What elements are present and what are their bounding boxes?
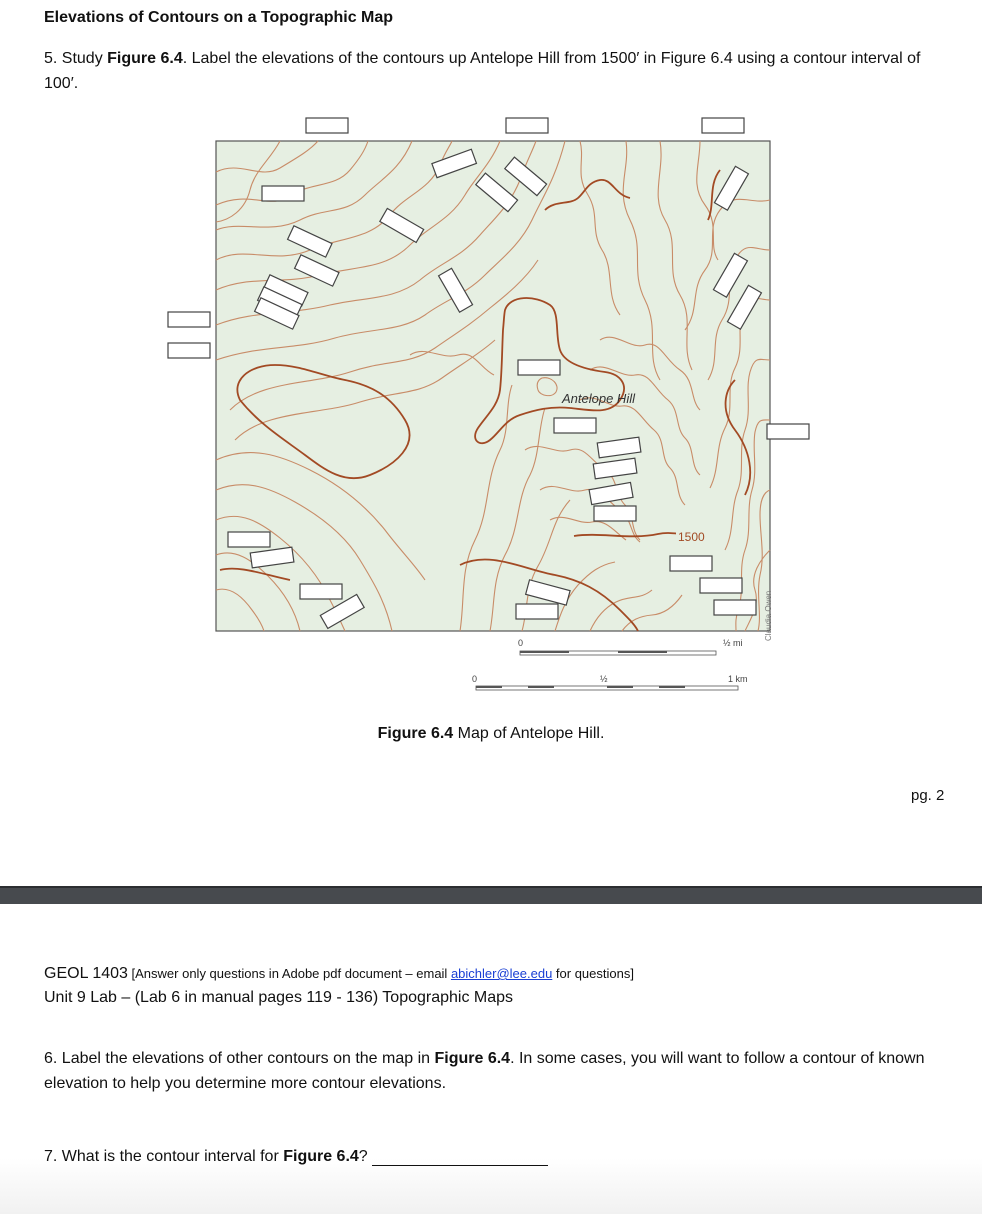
label-box[interactable] [714,600,756,615]
figure-caption: Figure 6.4 Map of Antelope Hill. [377,725,605,742]
page-divider [0,886,982,904]
label-box[interactable] [700,578,742,593]
label-box[interactable] [300,584,342,599]
answer-blank[interactable] [372,1149,548,1166]
map-credit: Claudia Owen [764,590,773,641]
label-box[interactable] [168,312,210,327]
label-box[interactable] [702,118,744,133]
km-scale-bar [472,674,748,690]
question-6: 6. Label the elevations of other contours on the map in Figure 6.4. In some cases, you will want to follow a contour of known elevation to help you determine more contour elevations. [44,1050,925,1092]
antelope-hill-map-figure [160,110,820,695]
label-box[interactable] [516,604,558,619]
question-7: 7. What is the contour interval for Figure 6.4? [44,1148,548,1166]
page-2 [0,904,982,1214]
label-box[interactable] [306,118,348,133]
question-5: 5. Study Figure 6.4. Label the elevations of the contours up Antelope Hill from 1500′ in Figure 6.4 using a contour interval of 100′. [44,50,921,92]
label-box[interactable] [767,424,809,439]
label-box[interactable] [554,418,596,433]
course-header: GEOL 1403 [Answer only questions in Adobe pdf document – email abichler@lee.edu for questions] [44,965,634,982]
label-box[interactable] [168,343,210,358]
unit-header: Unit 9 Lab – (Lab 6 in manual pages 119 - 136) Topographic Maps [44,989,514,1006]
page-title: Elevations of Contours on a Topographic Map [44,9,394,26]
page-number: pg. 2 [911,787,945,804]
label-box[interactable] [506,118,548,133]
km-scale-half: ½ [600,674,608,684]
mile-scale-bar [518,638,743,655]
email-link[interactable]: abichler@lee.edu [450,966,553,981]
mile-scale-zero: 0 [518,638,524,648]
label-box[interactable] [262,186,304,201]
antelope-hill-label: Antelope Hill [562,391,635,406]
contour-1500-label: 1500 [678,530,705,544]
km-scale-end: 1 km [728,674,748,684]
label-box[interactable] [594,506,636,521]
mile-scale-end: ½ mi [723,638,743,648]
km-scale-zero: 0 [472,674,478,684]
label-box[interactable] [228,532,270,547]
label-box[interactable] [670,556,712,571]
label-box[interactable] [518,360,560,375]
